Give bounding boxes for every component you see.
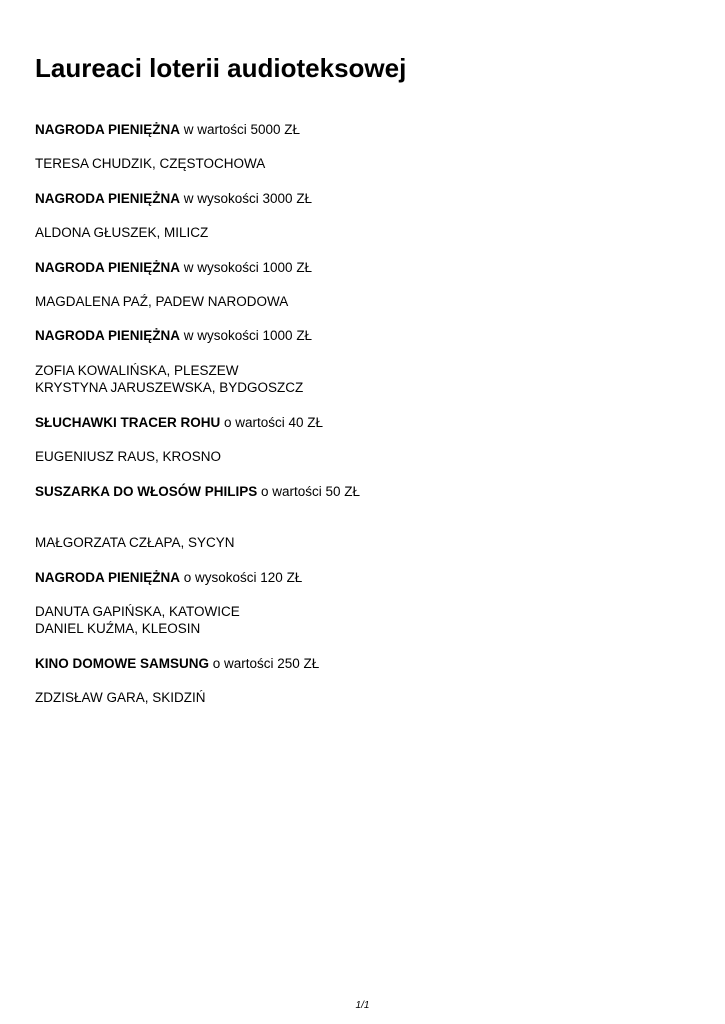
- prize-value: o wartości 40 ZŁ: [220, 415, 324, 430]
- winner-entry: ZOFIA KOWALIŃSKA, PLESZEW: [35, 363, 239, 378]
- prize-heading: [35, 414, 323, 431]
- page-number: 1/1: [355, 1000, 370, 1011]
- prize-value: o wysokości 120 ZŁ: [180, 570, 303, 585]
- prize-value: w wysokości 1000 ZŁ: [180, 260, 313, 275]
- winner-entry: MAGDALENA PAŹ, PADEW NARODOWA: [35, 294, 289, 309]
- page-title: Laureaci loterii audioteksowej: [35, 53, 407, 83]
- prize-name: SŁUCHAWKI TRACER ROHU: [35, 415, 221, 430]
- prize-name: KINO DOMOWE SAMSUNG: [35, 656, 209, 671]
- prize-name: NAGRODA PIENIĘŻNA: [35, 191, 181, 206]
- prize-value: w wysokości 1000 ZŁ: [180, 328, 313, 343]
- winner-entry: EUGENIUSZ RAUS, KROSNO: [35, 449, 222, 464]
- prize-value: w wysokości 3000 ZŁ: [180, 191, 313, 206]
- prize-name: NAGRODA PIENIĘŻNA: [35, 570, 181, 585]
- prize-heading: [35, 259, 312, 276]
- winner-entry: KRYSTYNA JARUSZEWSKA, BYDGOSZCZ: [35, 380, 304, 395]
- prize-value: o wartości 250 ZŁ: [209, 656, 320, 671]
- prize-heading: [35, 121, 300, 138]
- prize-name: NAGRODA PIENIĘŻNA: [35, 122, 181, 137]
- winner-entry: TERESA CHUDZIK, CZĘSTOCHOWA: [35, 156, 266, 171]
- winner-entry: DANUTA GAPIŃSKA, KATOWICE: [35, 604, 240, 619]
- prize-value: o wartości 50 ZŁ: [257, 484, 361, 499]
- prize-value: w wartości 5000 ZŁ: [180, 122, 301, 137]
- winner-entry: DANIEL KUŹMA, KLEOSIN: [35, 621, 201, 636]
- prize-heading: [35, 569, 302, 586]
- prize-heading: [35, 190, 312, 207]
- prize-heading: [35, 327, 312, 344]
- prize-name: SUSZARKA DO WŁOSÓW PHILIPS: [35, 484, 258, 499]
- prize-name: NAGRODA PIENIĘŻNA: [35, 260, 181, 275]
- winner-entry: ALDONA GŁUSZEK, MILICZ: [35, 225, 209, 240]
- winner-entry: ZDZISŁAW GARA, SKIDZIŃ: [35, 690, 206, 705]
- winner-entry: MAŁGORZATA CZŁAPA, SYCYN: [35, 535, 235, 550]
- prize-heading: [35, 655, 319, 672]
- prize-heading: [35, 483, 360, 500]
- prize-name: NAGRODA PIENIĘŻNA: [35, 328, 181, 343]
